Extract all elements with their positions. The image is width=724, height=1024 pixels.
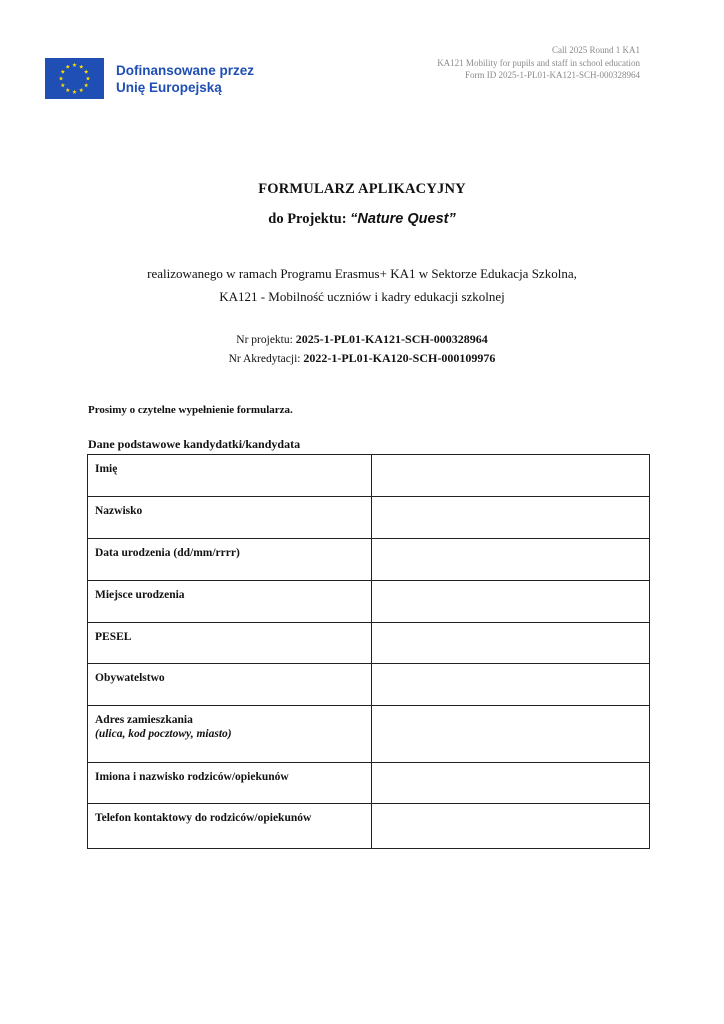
program-line2: KA121 - Mobilność uczniów i kadry edukacji szkolnej <box>219 289 505 304</box>
section-title: Dane podstawowe kandydatki/kandydata <box>88 437 301 451</box>
form-row <box>88 581 650 623</box>
eu-flag-icon <box>45 58 104 99</box>
form-field-value[interactable] <box>372 623 650 664</box>
form-row <box>88 763 650 804</box>
accreditation-number <box>0 349 724 368</box>
form-field-label-text: Data urodzenia (dd/mm/rrrr) <box>95 547 240 559</box>
form-row <box>88 664 650 706</box>
accreditation-value: 2022-1-PL01-KA120-SCH-000109976 <box>303 351 496 365</box>
project-title <box>0 210 724 228</box>
candidate-form-table <box>87 454 650 849</box>
form-field-value[interactable] <box>372 763 650 804</box>
form-field-label-text: Imię <box>95 463 118 475</box>
eu-logo-line1: Dofinansowane przez <box>116 62 255 78</box>
form-field-label-text: Miejsce urodzenia <box>95 589 185 601</box>
project-title-prefix: do Projektu: <box>268 211 351 227</box>
form-field-value[interactable] <box>372 497 650 539</box>
form-field-label <box>88 581 372 623</box>
action-info: KA121 Mobility for pupils and staff in school education <box>437 57 640 68</box>
project-number <box>0 330 724 349</box>
form-id: Form ID 2025-1-PL01-KA121-SCH-000328964 <box>465 70 640 80</box>
page-title: FORMULARZ APLIKACYJNY <box>258 181 466 197</box>
form-field-label-text: PESEL <box>95 631 132 643</box>
eu-logo-text <box>116 62 254 96</box>
form-row <box>88 455 650 497</box>
program-description <box>0 262 724 308</box>
form-field-label <box>88 763 372 804</box>
eu-cofunding-logo <box>45 58 254 99</box>
accreditation-label: Nr Akredytacji: <box>228 353 304 365</box>
form-row <box>88 804 650 849</box>
eu-stars <box>45 58 104 99</box>
form-field-hint: (ulica, kod pocztowy, miasto) <box>95 728 232 740</box>
program-line1: realizowanego w ramach Programu Erasmus+ KA1 w Sektorze Edukacja Szkolna, <box>147 266 577 281</box>
form-field-label <box>88 664 372 706</box>
form-field-label <box>88 497 372 539</box>
form-field-value[interactable] <box>372 664 650 706</box>
form-row <box>88 706 650 763</box>
form-field-label-text: Telefon kontaktowy do rodziców/opiekunów <box>95 812 312 824</box>
project-number-value: 2025-1-PL01-KA121-SCH-000328964 <box>295 332 488 346</box>
form-field-value[interactable] <box>372 539 650 581</box>
form-field-value[interactable] <box>372 455 650 497</box>
title-block <box>0 180 724 228</box>
form-field-label <box>88 539 372 581</box>
eu-logo-line2: Unię Europejską <box>116 79 222 95</box>
form-field-label <box>88 804 372 849</box>
form-field-value[interactable] <box>372 804 650 849</box>
form-field-label <box>88 623 372 664</box>
fill-instruction: Prosimy o czytelne wypełnienie formularza. <box>88 404 293 416</box>
project-ids <box>0 330 724 368</box>
form-field-label <box>88 455 372 497</box>
call-info: Call 2025 Round 1 KA1 <box>551 45 640 55</box>
form-row <box>88 539 650 581</box>
form-row <box>88 623 650 664</box>
project-name: “Nature Quest” <box>350 211 456 227</box>
form-field-value[interactable] <box>372 706 650 763</box>
form-field-label <box>88 706 372 763</box>
form-header-info <box>437 44 640 82</box>
form-field-value[interactable] <box>372 581 650 623</box>
form-row <box>88 497 650 539</box>
form-field-label-text: Imiona i nazwisko rodziców/opiekunów <box>95 771 289 783</box>
form-field-label-text: Nazwisko <box>95 505 143 517</box>
project-number-label: Nr projektu: <box>236 334 296 346</box>
form-field-label-text: Obywatelstwo <box>95 672 165 684</box>
form-field-label-text: Adres zamieszkania <box>95 714 193 726</box>
